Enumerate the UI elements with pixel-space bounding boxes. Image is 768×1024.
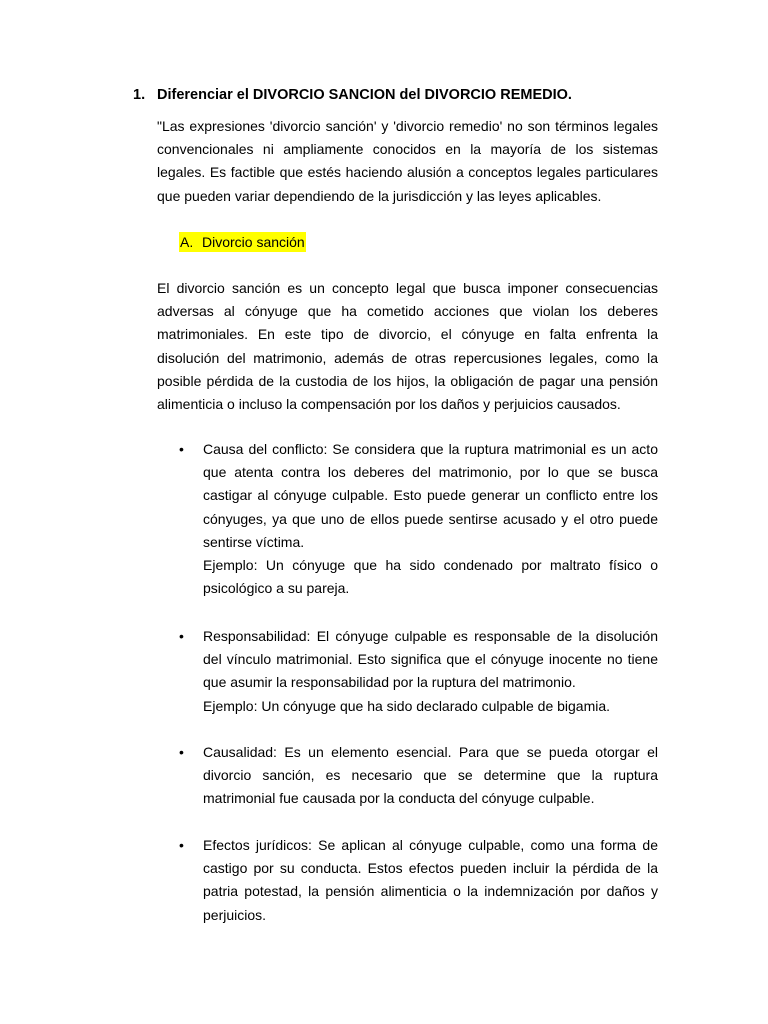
bullet-line: castigar al cónyuge culpable. Esto puede generar un conflicto entre los [203,487,658,504]
bullet-icon: • [179,837,184,853]
bullet-line: que atenta contra los deberes del matrimonio, por lo que se busca [203,464,658,481]
subsection-heading [179,232,306,252]
bullet-line: cónyuges, ya que uno de ellos puede sentirse acusado y el otro puede [203,510,658,527]
paragraph-line: que pueden variar dependiendo de la jurisdicción y las leyes aplicables. [157,187,602,204]
bullet-line: Responsabilidad: El cónyuge culpable es responsable de la disolución [203,628,658,644]
bullet-line: perjuicios. [203,906,267,923]
bullet-text [203,741,658,811]
paragraph-line: disolución del matrimonio, además de otras repercusiones legales, como la [157,349,658,366]
bullet-line: Causa del conflicto: Se considera que la ruptura matrimonial es un acto [203,441,658,457]
bullet-text [203,834,658,927]
section-number: 1. [133,87,146,103]
paragraph-line: alimenticia o incluso la compensación por los daños y perjuicios causados. [157,396,621,413]
bullet-icon: • [179,744,184,760]
bullet-line: Ejemplo: Un cónyuge que ha sido declarado culpable de bigamia. [203,697,611,714]
bullet-text [203,438,658,600]
definition-paragraph [157,277,658,416]
bullet-line: psicológico a su pareja. [203,580,350,597]
bullet-line: sentirse víctima. [203,533,305,550]
subsection-title: Divorcio sanción [202,234,305,250]
section-title: Diferenciar el DIVORCIO SANCION del DIVORCIO REMEDIO. [157,87,572,103]
bullet-text [203,625,658,718]
bullet-line: Efectos jurídicos: Se aplican al cónyuge culpable, como una forma de [203,837,658,853]
intro-paragraph [157,115,658,208]
subsection-letter: A. [180,234,194,250]
bullet-icon: • [179,628,184,644]
paragraph-line: convencionales ni ampliamente conocidos en la mayoría de los sistemas [157,141,658,158]
bullet-line: divorcio sanción, es necesario que se determine que la ruptura [203,767,658,784]
bullet-line: patria potestad, la pensión alimenticia o la indemnización por daños y [203,883,658,900]
bullet-line: del vínculo matrimonial. Esto significa que el cónyuge inocente no tiene [203,651,658,668]
paragraph-line: matrimoniales. En este tipo de divorcio, el cónyuge en falta enfrenta la [157,326,658,343]
paragraph-line: El divorcio sanción es un concepto legal que busca imponer consecuencias [157,280,658,296]
bullet-line: castigo por su conducta. Estos efectos pueden incluir la pérdida de la [203,860,658,877]
paragraph-line: adversas al cónyuge que ha cometido acciones que violan los deberes [157,303,658,320]
bullet-line: matrimonial fue causada por la conducta del cónyuge culpable. [203,790,595,807]
bullet-line: Ejemplo: Un cónyuge que ha sido condenado por maltrato físico o [203,557,658,574]
bullet-icon: • [179,441,184,457]
section-heading [133,85,572,105]
paragraph-line: "Las expresiones 'divorcio sanción' y 'divorcio remedio' no son términos legales [157,118,658,134]
bullet-line: que asumir la responsabilidad por la ruptura del matrimonio. [203,674,576,691]
paragraph-line: posible pérdida de la custodia de los hijos, la obligación de pagar una pensión [157,372,658,389]
bullet-line: Causalidad: Es un elemento esencial. Para que se pueda otorgar el [203,744,658,760]
paragraph-line: legales. Es factible que estés haciendo alusión a conceptos legales particulares [157,164,658,181]
